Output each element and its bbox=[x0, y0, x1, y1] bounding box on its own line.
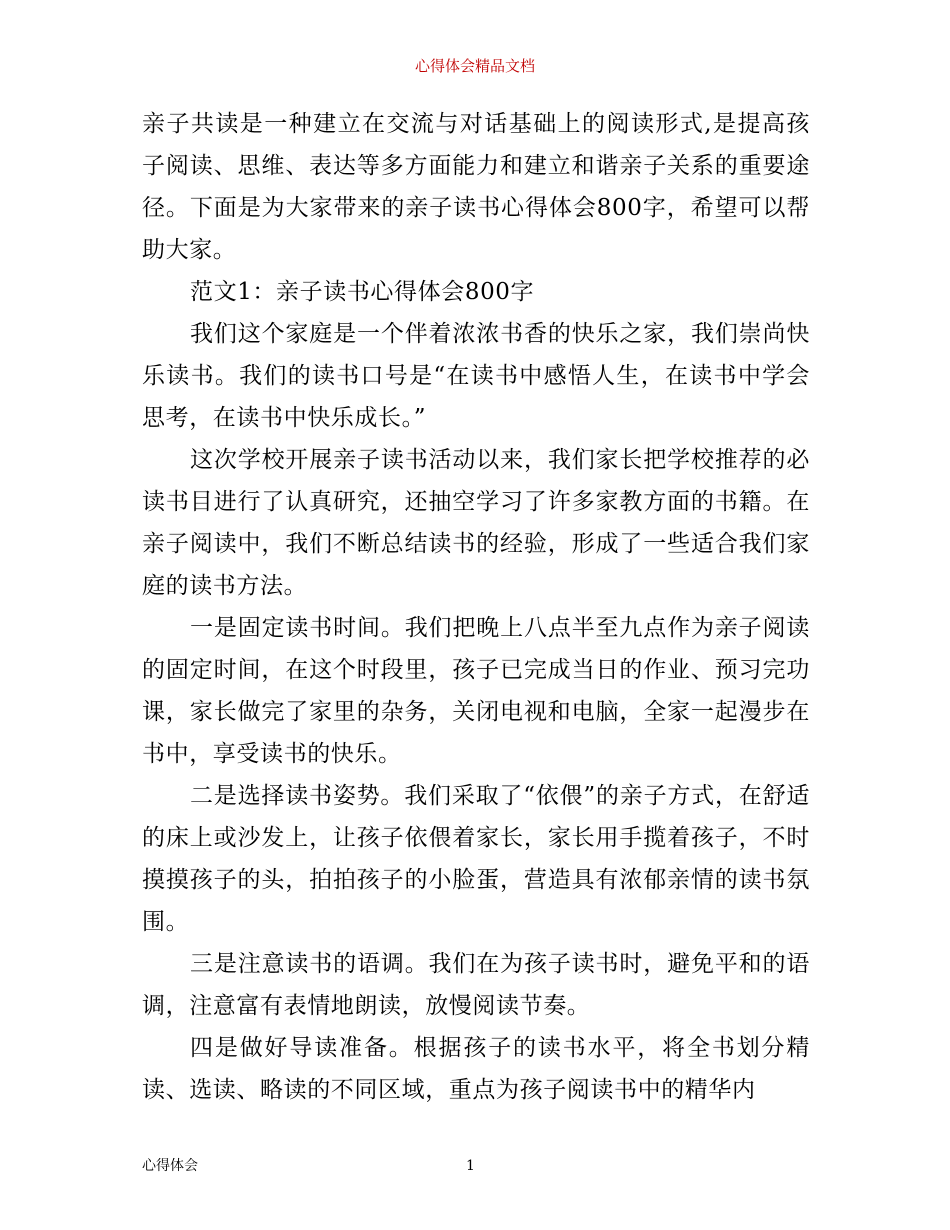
header-title: 心得体会精品文档 bbox=[414, 57, 535, 75]
paragraph-heading: 范文1：亲子读书心得体会800字 bbox=[190, 279, 535, 305]
document-body bbox=[142, 103, 810, 1111]
paragraph: 我们这个家庭是一个伴着浓浓书香的快乐之家，我们崇尚快乐读书。我们的读书口号是“在读书中感悟人生，在读书中学会思考，在读书中快乐成长。” bbox=[142, 321, 810, 431]
paragraph-intro: 亲子共读是一种建立在交流与对话基础上的阅读形式,是提高孩子阅读、思维、表达等多方面能力和建立和谐亲子关系的重要途径。下面是为大家带来的亲子读书心得体会800字，希望可以帮助大家。 bbox=[142, 111, 810, 263]
paragraph: 这次学校开展亲子读书活动以来，我们家长把学校推荐的必读书目进行了认真研究，还抽空学习了许多家教方面的书籍。在亲子阅读中，我们不断总结读书的经验，形成了一些适合我们家庭的读书方法。 bbox=[142, 447, 810, 599]
footer-label: 心得体会 bbox=[142, 1158, 198, 1174]
paragraph: 二是选择读书姿势。我们采取了“依偎”的亲子方式，在舒适的床上或沙发上，让孩子依偎着家长，家长用手揽着孩子，不时摸摸孩子的头，拍拍孩子的小脸蛋，营造具有浓郁亲情的读书氛围。 bbox=[142, 783, 810, 935]
paragraph: 四是做好导读准备。根据孩子的读书水平，将全书划分精读、选读、略读的不同区域，重点为孩子阅读书中的精华内 bbox=[142, 1035, 810, 1103]
page-number: 1 bbox=[466, 1158, 475, 1174]
paragraph: 一是固定读书时间。我们把晚上八点半至九点作为亲子阅读的固定时间，在这个时段里，孩子已完成当日的作业、预习完功课，家长做完了家里的杂务，关闭电视和电脑，全家一起漫步在书中，享受读书的快乐。 bbox=[142, 615, 810, 767]
paragraph: 三是注意读书的语调。我们在为孩子读书时，避免平和的语调，注意富有表情地朗读，放慢阅读节奏。 bbox=[142, 951, 810, 1019]
